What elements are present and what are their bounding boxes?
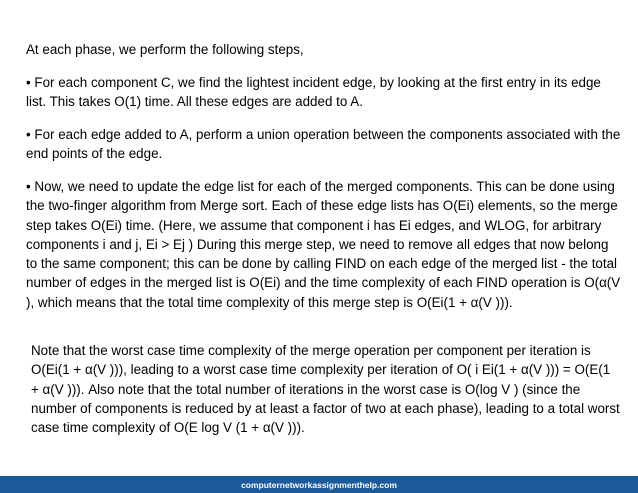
bullet-lightest-edge: • For each component C, we find the lightest incident edge, by looking at the first entry in its edge list. This takes O(1) time. All these edges are added to A. [26,75,601,110]
footer-bar [0,476,638,493]
bullet-union-operation: • For each edge added to A, perform a union operation between the components associated with the end points of the edge. [26,127,621,162]
intro-text: At each phase, we perform the following steps, [26,42,304,57]
complexity-note: Note that the worst case time complexity of the merge operation per component per iteration is O(Ei(1 + α(V ))), leading to a worst case time complexity per iteration of O( i Ei(1 + α(V ))) = O(E(1 + α(V ))). Also note that the total number of iterations in the worst case is O(log V ) (since the number of components is reduced by at least a factor of two at each phase), leading to a total worst case time complexity of O(E log V (1 + α(V ))). [31,343,620,436]
bullet-merge-step: • Now, we need to update the edge list for each of the merged components. This can be done using the two-finger algorithm from Merge sort. Each of these edge lists has O(Ei) elements, so the merge step takes O(Ei) time. (Here, we assume that component i has Ei edges, and WLOG, for arbitrary components i and j, Ei > Ej ) During this merge step, we need to remove all edges that now belong to the same component; this can be done by calling FIND on each edge of the merged list - the total number of edges in the merged list is O(Ei) and the time complexity of each FIND operation is O(α(V ), which means that the total time complexity of this merge step is O(Ei(1 + α(V ))). [26,179,621,310]
footer-website: computernetworkassignmenthelp.com [241,479,397,490]
